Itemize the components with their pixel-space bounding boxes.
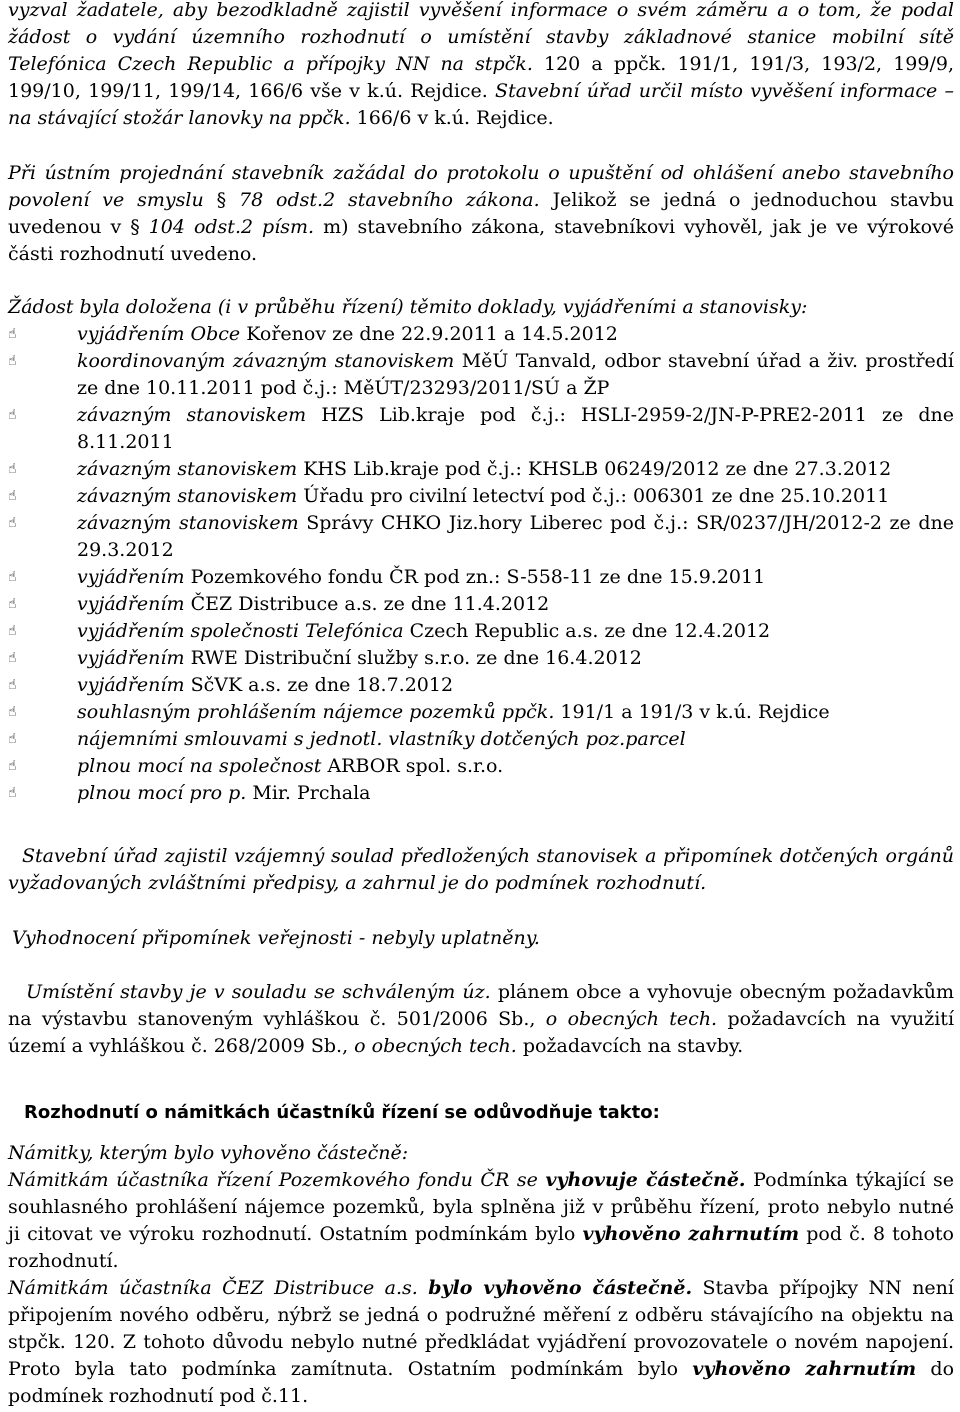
document-item-text-a: vyjádřením Obce bbox=[77, 323, 241, 345]
document-item-text-a: plnou mocí pro p. bbox=[77, 782, 247, 804]
document-item-text-a: závazným stanoviskem bbox=[77, 485, 298, 507]
documents-list bbox=[8, 321, 954, 807]
document-item-text-b: Správy CHKO Jiz.hory Liberec pod č.j.: SR/0237/JH/2012-2 ze dne 29.3.2012 bbox=[77, 512, 954, 561]
paragraph-placement-text-c: o obecných tech. bbox=[545, 1008, 718, 1030]
document-item-text-b: Mir. Prchala bbox=[252, 782, 371, 804]
paragraph-harmony-text: Stavební úřad zajistil vzájemný soulad předložených stanovisek a připomínek dotčených orgánů vyžadovaných zvláštními předpisy, a zahrnul je do podmínek rozhodnutí. bbox=[8, 845, 954, 894]
paragraph-intro bbox=[8, 0, 954, 132]
objection-cez-text-b: Stavba přípojky NN není připojením nového odběru, nýbrž se jedná o podružné měření z odběru stávajícího na objektu na stpčk. 120. Z tohoto důvodu nebylo nutné předkládat vyjádření provozovatele o novém napojení. Proto byla tato podmínka zamítnuta. Ostatním podmínkám bylo bbox=[8, 1277, 954, 1380]
document-item-text-a: souhlasným prohlášením nájemce pozemků ppčk. bbox=[77, 701, 555, 723]
document-item-text-b: ARBOR spol. s.r.o. bbox=[327, 755, 504, 777]
section-symbol: § bbox=[216, 189, 227, 211]
document-item-text-b: Pozemkového fondu ČR pod zn.: S-558-11 ze dne 15.9.2011 bbox=[190, 566, 766, 588]
hand-pointer-icon: ☝ bbox=[8, 326, 17, 342]
paragraph-intro-text-b: 120 a ppčk. 191/1, 191/3, 193/2, 199/9, 199/10, 199/11, 199/14, 166/6 vše v k.ú. Rejdice. bbox=[8, 53, 954, 102]
document-item-text-b: 191/1 a 191/3 v k.ú. Rejdice bbox=[560, 701, 830, 723]
paragraph-placement-text-e: o obecných tech. bbox=[354, 1035, 517, 1057]
paragraph-placement bbox=[8, 979, 954, 1060]
document-list-item bbox=[8, 645, 954, 672]
objection-land-fund-text-a: Námitkám účastníka řízení Pozemkového fondu ČR se bbox=[8, 1169, 538, 1191]
paragraph-intro-text-d: 166/6 v k.ú. Rejdice. bbox=[356, 107, 554, 129]
document-item-text-a: nájemními smlouvami s jednotl. vlastníky dotčených poz.parcel bbox=[77, 728, 686, 750]
paragraph-hearing-text-e: m) stavebního zákona, stavebníkovi vyhověl, jak je ve výrokové části rozhodnutí uvedeno. bbox=[8, 216, 955, 265]
hand-pointer-icon: ☝ bbox=[8, 407, 17, 423]
objection-land-fund-bold-a: vyhovuje částečně. bbox=[545, 1169, 746, 1191]
hand-pointer-icon: ☝ bbox=[8, 758, 17, 774]
document-list-item bbox=[8, 618, 954, 645]
document-list-item bbox=[8, 780, 954, 807]
document-item-text-a: závazným stanoviskem bbox=[77, 404, 307, 426]
section-symbol: § bbox=[130, 216, 140, 238]
paragraph-placement-text-d: požadavcích na využití území a vyhláškou č. 268/2009 Sb., bbox=[8, 1008, 955, 1057]
paragraph-hearing-text-d: 104 odst.2 písm. bbox=[148, 216, 315, 238]
document-item-text-b: Czech Republic a.s. ze dne 12.4.2012 bbox=[409, 620, 771, 642]
paragraph-public-comments bbox=[8, 925, 958, 952]
objection-land-fund-bold-b: vyhověno zahrnutím bbox=[582, 1223, 800, 1245]
document-list-item bbox=[8, 456, 954, 483]
hand-pointer-icon: ☝ bbox=[8, 623, 17, 639]
objections-intro: Námitky, kterým bylo vyhověno částečně: bbox=[8, 1142, 409, 1164]
document-list-item bbox=[8, 564, 954, 591]
paragraph-hearing bbox=[8, 160, 954, 268]
hand-pointer-icon: ☝ bbox=[8, 461, 17, 477]
document-item-text-a: koordinovaným závazným stanoviskem bbox=[77, 350, 455, 372]
document-item-text-b: HZS Lib.kraje pod č.j.: HSLI-2959-2/JN-P-PRE2-2011 ze dne 8.11.2011 bbox=[77, 404, 954, 453]
paragraph-hearing-text-a: Při ústním projednání stavebník zažádal do protokolu o upuštění od ohlášení anebo stavebního povolení ve smyslu bbox=[8, 162, 954, 211]
document-list-item bbox=[8, 699, 954, 726]
document-item-text-b: KHS Lib.kraje pod č.j.: KHSLB 06249/2012 ze dne 27.3.2012 bbox=[303, 458, 892, 480]
documents-intro: Žádost byla doložena (i v průběhu řízení) těmito doklady, vyjádřeními a stanovisky: bbox=[8, 296, 808, 318]
hand-pointer-icon: ☝ bbox=[8, 785, 17, 801]
documents-section bbox=[8, 294, 954, 807]
objection-cez bbox=[8, 1275, 954, 1410]
hand-pointer-icon: ☝ bbox=[8, 353, 17, 369]
objection-land-fund-text-c: pod č. 8 tohoto rozhodnutí. bbox=[8, 1223, 954, 1272]
document-list-item bbox=[8, 753, 954, 780]
objection-cez-bold-b: vyhověno zahrnutím bbox=[692, 1358, 917, 1380]
document-item-text-a: vyjádřením bbox=[77, 566, 185, 588]
document-list-item bbox=[8, 672, 954, 699]
objection-cez-text-c: do podmínek rozhodnutí pod č.11. bbox=[8, 1358, 955, 1407]
paragraph-hearing-text-c: Jelikož se jedná o jednoduchou stavbu uvedenou v bbox=[8, 189, 955, 238]
document-item-text-b: SčVK a.s. ze dne 18.7.2012 bbox=[190, 674, 454, 696]
objection-cez-text-a: Námitkám účastníka ČEZ Distribuce a.s. bbox=[8, 1277, 418, 1299]
paragraph-hearing-text-b: 78 odst.2 stavebního zákona. bbox=[239, 189, 540, 211]
document-item-text-a: vyjádřením bbox=[77, 593, 185, 615]
document-item-text-a: vyjádřením společnosti Telefónica bbox=[77, 620, 404, 642]
document-item-text-a: vyjádřením bbox=[77, 647, 185, 669]
paragraph-intro-text-c: Stavební úřad určil místo vyvěšení informace – na stávající stožár lanovky na ppčk. bbox=[8, 80, 954, 129]
objection-cez-bold-a: bylo vyhověno částečně. bbox=[428, 1277, 693, 1299]
document-item-text-b: Kořenov ze dne 22.9.2011 a 14.5.2012 bbox=[246, 323, 618, 345]
document-list-item bbox=[8, 321, 954, 348]
hand-pointer-icon: ☝ bbox=[8, 677, 17, 693]
paragraph-placement-text-a: Umístění stavby je v souladu se schváleným úz. bbox=[26, 981, 491, 1003]
paragraph-placement-text-b: plánem obce a vyhovuje obecným požadavkům na výstavbu stanoveným vyhláškou č. 501/2006 Sb., bbox=[8, 981, 954, 1030]
document-item-text-a: vyjádřením bbox=[77, 674, 185, 696]
section-heading: Rozhodnutí o námitkách účastníků řízení se odůvodňuje takto: bbox=[24, 1102, 660, 1123]
hand-pointer-icon: ☝ bbox=[8, 596, 17, 612]
document-item-text-a: závazným stanoviskem bbox=[77, 512, 299, 534]
paragraph-harmony bbox=[8, 843, 954, 897]
document-item-text-a: závazným stanoviskem bbox=[77, 458, 298, 480]
document-item-text-b: ČEZ Distribuce a.s. ze dne 11.4.2012 bbox=[190, 593, 550, 615]
document-list-item bbox=[8, 402, 954, 456]
document-item-text-b: MěÚ Tanvald, odbor stavební úřad a živ. prostředí ze dne 10.11.2011 pod č.j.: MěÚT/23293/2011/SÚ a ŽP bbox=[77, 350, 955, 399]
document-list-item bbox=[8, 591, 954, 618]
hand-pointer-icon: ☝ bbox=[8, 704, 17, 720]
document-item-text-b: Úřadu pro civilní letectví pod č.j.: 006301 ze dne 25.10.2011 bbox=[303, 485, 890, 507]
paragraph-public-comments-text: Vyhodnocení připomínek veřejnosti - nebyly uplatněny. bbox=[12, 927, 540, 949]
paragraph-placement-text-f: požadavcích na stavby. bbox=[522, 1035, 744, 1057]
document-list-item bbox=[8, 483, 954, 510]
paragraph-intro-text-a: vyzval žadatele, aby bezodkladně zajistil vyvěšení informace o svém záměru a o tom, že podal žádost o vydání územního rozhodnutí o umístění stavby základnové stanice mobilní sítě Telefónica Czech Republic a přípojky NN na stpčk. bbox=[8, 0, 954, 75]
hand-pointer-icon: ☝ bbox=[8, 650, 17, 666]
hand-pointer-icon: ☝ bbox=[8, 488, 17, 504]
objection-land-fund bbox=[8, 1167, 954, 1275]
hand-pointer-icon: ☝ bbox=[8, 731, 17, 747]
hand-pointer-icon: ☝ bbox=[8, 569, 17, 585]
document-list-item bbox=[8, 726, 954, 753]
objection-land-fund-text-b: Podmínka týkající se souhlasného prohlášení nájemce pozemků, byla splněna již v průběhu řízení, proto nebylo nutné ji citovat ve výroku rozhodnutí. Ostatním podmínkám bylo bbox=[8, 1169, 954, 1245]
hand-pointer-icon: ☝ bbox=[8, 515, 17, 531]
document-list-item bbox=[8, 348, 954, 402]
objections-section bbox=[8, 1140, 954, 1410]
document-item-text-b: RWE Distribuční služby s.r.o. ze dne 16.4.2012 bbox=[190, 647, 642, 669]
document-item-text-a: plnou mocí na společnost bbox=[77, 755, 322, 777]
document-list-item bbox=[8, 510, 954, 564]
